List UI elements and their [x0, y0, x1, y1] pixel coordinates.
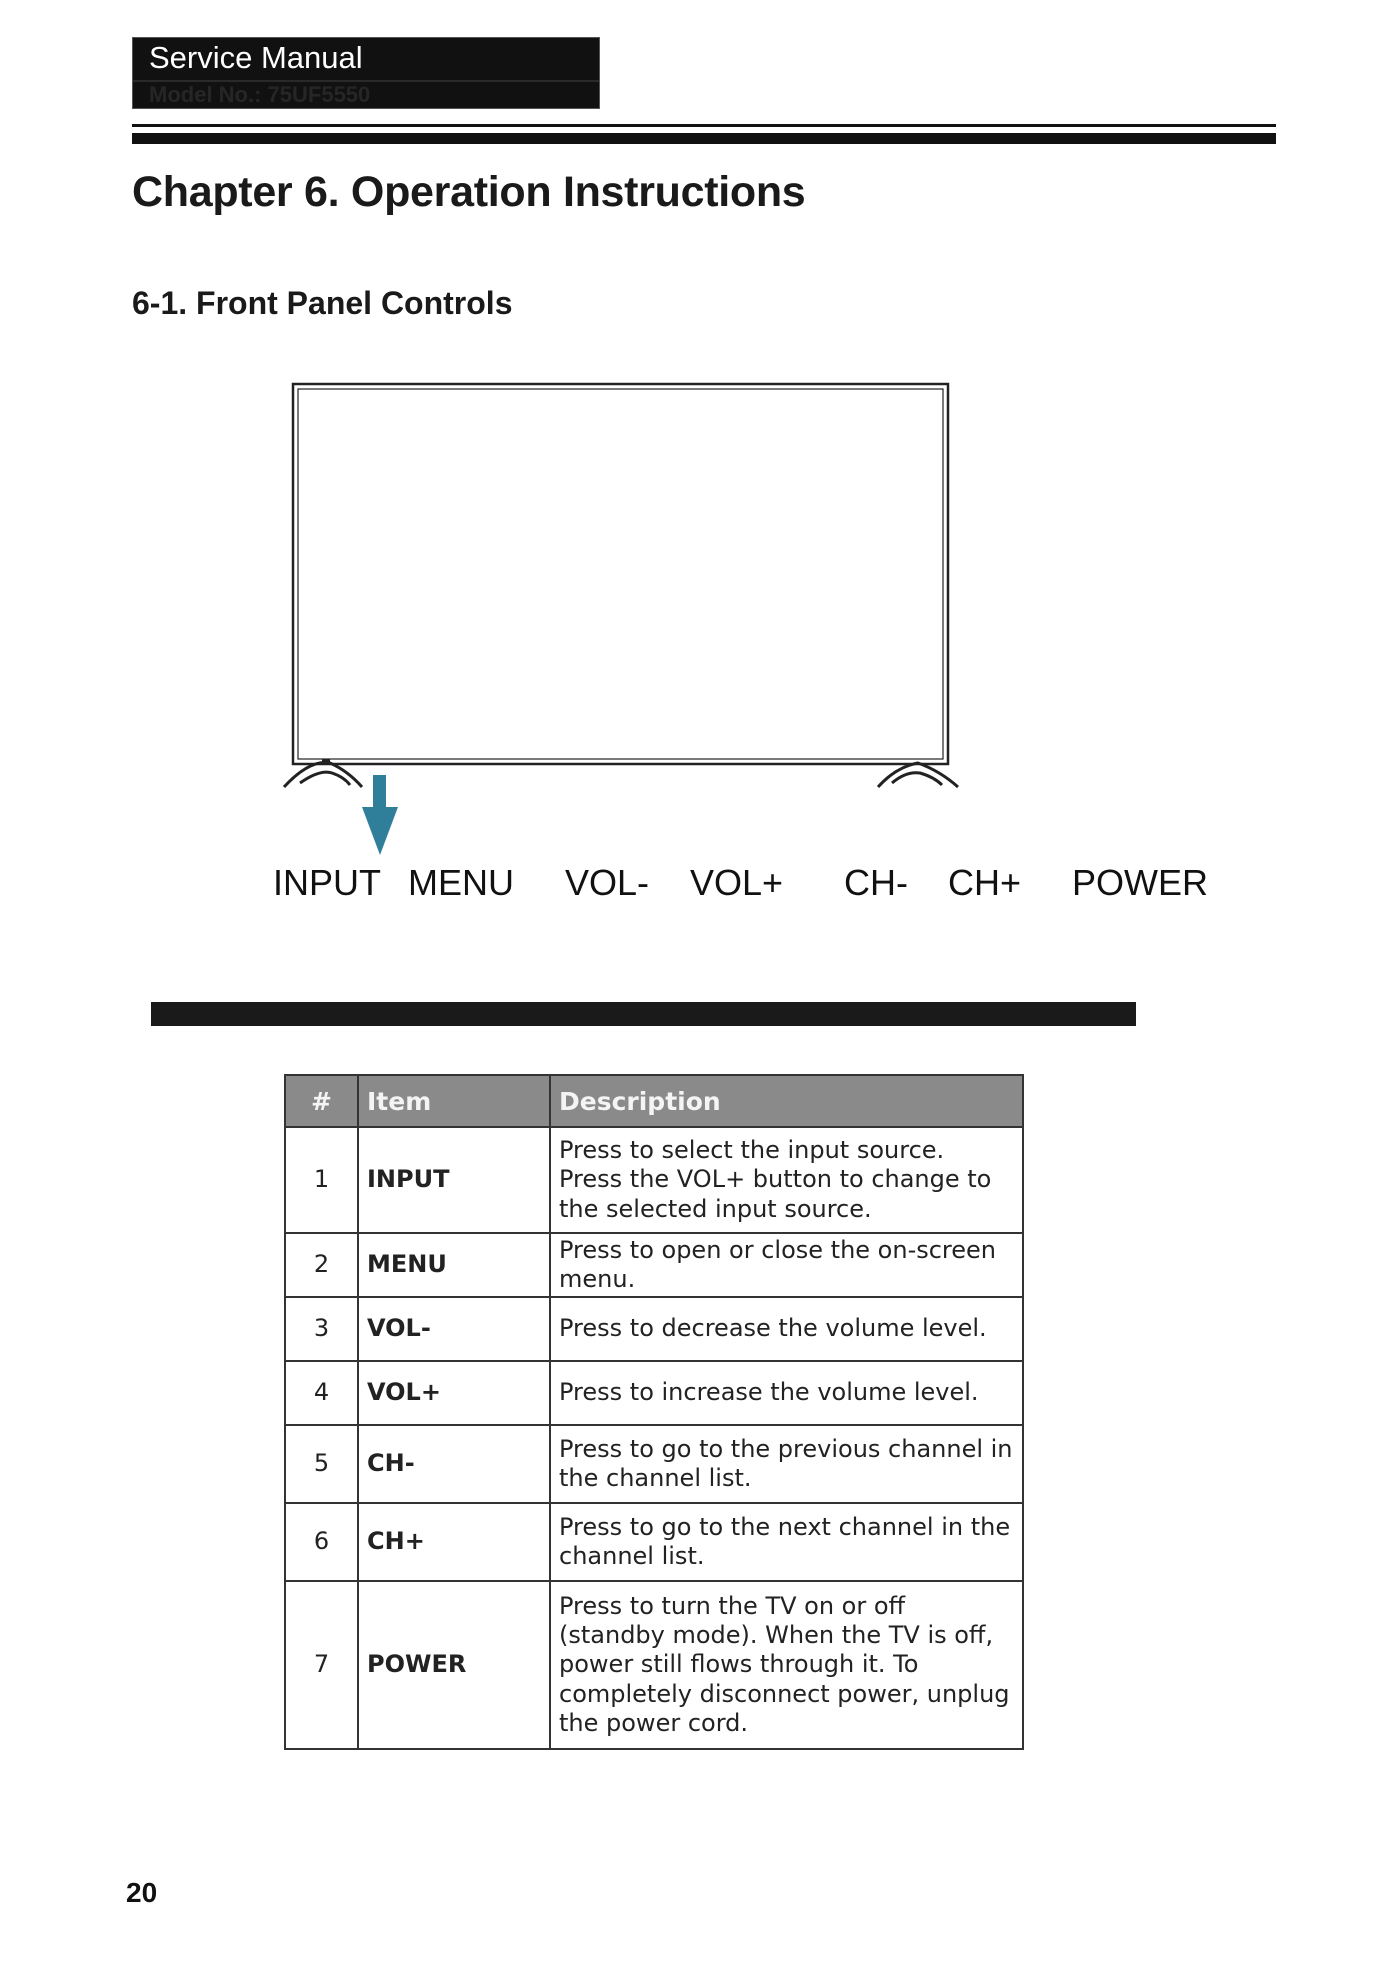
row-description: Press to select the input source. Press the VOL+ button to change to the selected input source.: [550, 1127, 1023, 1233]
panel-label-input: INPUT: [273, 862, 381, 903]
row-number: 2: [285, 1233, 358, 1297]
table-row: [285, 1361, 1023, 1425]
tv-illustration: [270, 375, 970, 855]
row-description: Press to turn the TV on or off (standby mode). When the TV is off, power still flows through it. To completely disconnect power, unplug the power cord.: [550, 1581, 1023, 1749]
header-box: [132, 37, 600, 109]
panel-label-vol-minus: VOL-: [565, 862, 650, 903]
table-row: [285, 1127, 1023, 1233]
row-description: Press to open or close the on-screen menu.: [550, 1233, 1023, 1297]
panel-label-menu: MENU: [408, 862, 514, 903]
header-rule-thick: [132, 133, 1276, 144]
row-item: MENU: [358, 1233, 550, 1297]
panel-label-vol-plus: VOL+: [690, 862, 784, 903]
table-row: [285, 1581, 1023, 1749]
tv-frame: [293, 384, 948, 764]
row-item: VOL-: [358, 1297, 550, 1361]
row-item: POWER: [358, 1581, 550, 1749]
page-number: 20: [126, 1877, 158, 1908]
header-model: Model No.: 75UF5550: [149, 82, 371, 107]
row-description: Press to go to the next channel in the channel list.: [550, 1503, 1023, 1581]
row-number: 7: [285, 1581, 358, 1749]
header-rule-thin: [132, 124, 1276, 127]
row-number: 5: [285, 1425, 358, 1503]
col-header-item: Item: [358, 1075, 550, 1127]
header-title: Service Manual: [149, 40, 363, 75]
panel-label-ch-plus: CH+: [948, 862, 1022, 903]
col-header-number: #: [285, 1075, 358, 1127]
panel-label-ch-minus: CH-: [844, 862, 908, 903]
section-title: 6-1. Front Panel Controls: [132, 285, 513, 321]
row-number: 4: [285, 1361, 358, 1425]
row-description: Press to increase the volume level.: [550, 1361, 1023, 1425]
down-arrow-icon: [362, 775, 398, 855]
table-row: [285, 1233, 1023, 1297]
controls-table: [284, 1074, 1024, 1750]
row-number: 3: [285, 1297, 358, 1361]
tv-stand-right: [878, 763, 958, 787]
col-header-description: Description: [550, 1075, 1023, 1127]
row-description: Press to go to the previous channel in the channel list.: [550, 1425, 1023, 1503]
row-item: INPUT: [358, 1127, 550, 1233]
chapter-title: Chapter 6. Operation Instructions: [132, 168, 806, 216]
table-row: [285, 1297, 1023, 1361]
panel-label-power: POWER: [1072, 862, 1209, 903]
table-row: [285, 1503, 1023, 1581]
table-row: [285, 1425, 1023, 1503]
redaction-bar: [151, 1002, 1136, 1026]
row-item: CH+: [358, 1503, 550, 1581]
row-description: Press to decrease the volume level.: [550, 1297, 1023, 1361]
row-item: VOL+: [358, 1361, 550, 1425]
row-item: CH-: [358, 1425, 550, 1503]
row-number: 1: [285, 1127, 358, 1233]
row-number: 6: [285, 1503, 358, 1581]
tv-stand-left: [284, 763, 362, 788]
table-header-row: [285, 1075, 1023, 1127]
